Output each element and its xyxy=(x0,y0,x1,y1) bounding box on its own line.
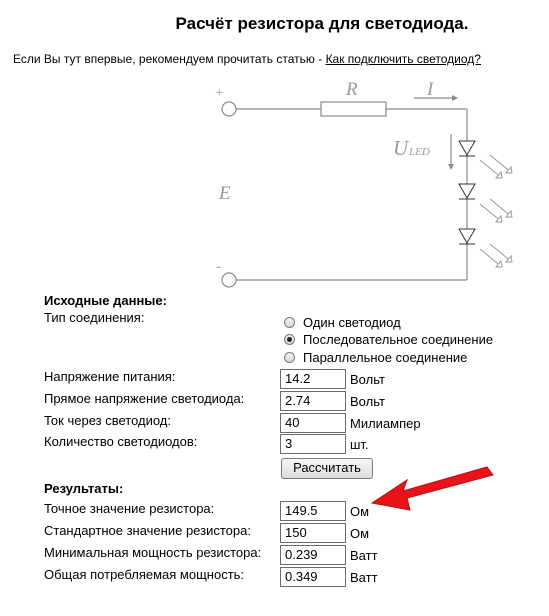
radio-single-led[interactable] xyxy=(284,317,295,328)
input-heading: Исходные данные: xyxy=(44,293,167,308)
standard-resistance-label: Стандартное значение резистора: xyxy=(44,523,251,538)
current-label: I xyxy=(427,79,434,100)
led-current-label: Ток через светодиод: xyxy=(44,413,172,428)
resistor-symbol xyxy=(321,102,386,116)
forward-voltage-label: Прямое напряжение светодиода: xyxy=(44,391,245,406)
plus-terminal xyxy=(222,102,236,116)
radio-series[interactable] xyxy=(284,334,295,345)
total-power-output: 0.349 xyxy=(280,567,346,587)
supply-voltage-unit: Вольт xyxy=(350,372,385,387)
how-to-connect-link[interactable]: Как подключить светодиод? xyxy=(325,52,481,66)
min-power-unit: Ватт xyxy=(350,548,378,563)
red-arrow-icon xyxy=(370,460,500,520)
calculate-button[interactable]: Рассчитать xyxy=(281,458,373,479)
option-series-label: Последовательное соединение xyxy=(303,332,494,347)
exact-resistance-output: 149.5 xyxy=(280,501,346,521)
option-parallel[interactable] xyxy=(284,350,467,365)
led-count-label: Количество светодиодов: xyxy=(44,434,198,449)
intro-sentence: Если Вы тут впервые, рекомендуем прочитать статью - xyxy=(13,52,326,66)
standard-resistance-unit: Ом xyxy=(350,526,370,541)
exact-resistance-unit: Ом xyxy=(350,504,370,519)
total-power-label: Общая потребляемая мощность: xyxy=(44,567,245,582)
plus-label: + xyxy=(215,85,224,101)
connection-type-label: Тип соединения: xyxy=(44,310,145,325)
min-power-output: 0.239 xyxy=(280,545,346,565)
option-parallel-label: Параллельное соединение xyxy=(303,350,468,365)
supply-voltage-input[interactable]: 14.2 xyxy=(280,369,346,389)
supply-voltage-label: Напряжение питания: xyxy=(44,369,176,384)
source-label: E xyxy=(219,183,231,204)
led-chain xyxy=(459,141,475,244)
circuit-diagram xyxy=(0,0,549,300)
led-current-unit: Милиампер xyxy=(350,416,421,431)
forward-voltage-input[interactable]: 2.74 xyxy=(280,391,346,411)
forward-voltage-unit: Вольт xyxy=(350,394,385,409)
radio-parallel[interactable] xyxy=(284,352,295,363)
option-single-led[interactable] xyxy=(284,315,401,330)
option-series[interactable] xyxy=(284,332,493,347)
voltage-label: U xyxy=(393,136,409,160)
total-power-unit: Ватт xyxy=(350,570,378,585)
option-single-led-label: Один светодиод xyxy=(303,315,401,330)
exact-resistance-label: Точное значение резистора: xyxy=(44,501,215,516)
led-current-input[interactable]: 40 xyxy=(280,413,346,433)
standard-resistance-output: 150 xyxy=(280,523,346,543)
minus-terminal xyxy=(222,273,236,287)
results-heading: Результаты: xyxy=(44,481,124,496)
minus-label: - xyxy=(216,259,221,275)
led-count-unit: шт. xyxy=(350,437,369,452)
min-power-label: Минимальная мощность резистора: xyxy=(44,545,262,560)
page-title: Расчёт резистора для светодиода. xyxy=(175,14,469,33)
voltage-subscript: LED xyxy=(409,146,430,158)
led-count-input[interactable]: 3 xyxy=(280,434,346,454)
resistor-label: R xyxy=(346,79,358,100)
